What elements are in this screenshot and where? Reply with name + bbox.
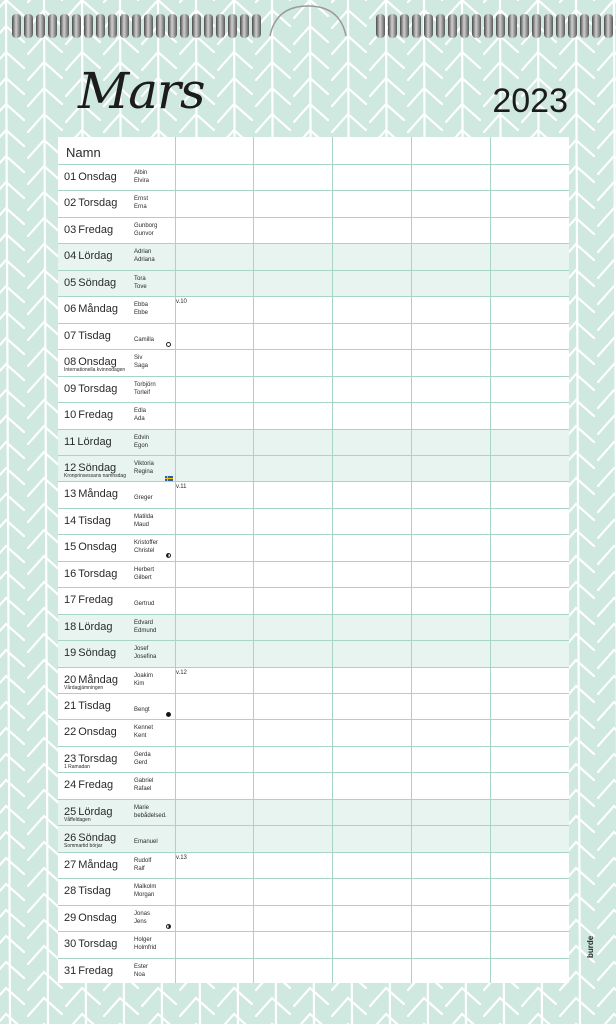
day-number: 09 xyxy=(64,382,77,395)
binding-ring xyxy=(132,14,141,38)
name-day-name: Tora xyxy=(134,275,146,282)
name-day-name: bebådelsed. xyxy=(134,812,167,819)
name-day-names xyxy=(134,434,149,450)
day-number: 10 xyxy=(64,409,77,422)
name-day-name: Holmfrid xyxy=(134,945,157,952)
name-day-name: Gunborg xyxy=(134,222,158,229)
name-day-name: Ralf xyxy=(134,865,145,872)
weekday-name: Tisdag xyxy=(78,514,111,527)
day-number: 14 xyxy=(64,514,77,527)
name-day-name: Ebbe xyxy=(134,310,149,317)
binding-ring xyxy=(156,14,165,38)
weekday-name: Onsdag xyxy=(78,171,117,183)
name-day-name: Herbert xyxy=(134,566,155,573)
weekday-name: Onsdag xyxy=(78,541,117,554)
weekday-name: Torsdag xyxy=(78,197,118,210)
name-day-name: Malkolm xyxy=(134,884,157,891)
name-day-name: Emanuel xyxy=(134,839,158,846)
weekday-name: Torsdag xyxy=(78,382,118,395)
name-day-name: Viktoria xyxy=(134,460,154,467)
name-day-name: Saga xyxy=(134,363,149,370)
name-day-name: Maud xyxy=(134,521,150,528)
binding-ring xyxy=(592,14,601,38)
binding-ring xyxy=(168,14,177,38)
name-day-name: Kim xyxy=(134,680,145,687)
name-day-name: Morgan xyxy=(134,892,155,899)
name-day-names xyxy=(134,275,147,291)
name-day-names xyxy=(134,169,149,185)
name-day-names xyxy=(134,407,146,423)
name-day-names xyxy=(134,963,148,979)
day-row xyxy=(58,190,569,216)
day-row xyxy=(58,349,569,375)
moon-phase-icon xyxy=(166,712,171,717)
day-label xyxy=(64,488,118,500)
name-day-names xyxy=(134,566,154,582)
day-row xyxy=(58,243,569,269)
weekday-name: Tisdag xyxy=(78,329,111,342)
name-day-name: Greger xyxy=(134,495,153,502)
name-day-name: Albin xyxy=(134,170,148,176)
name-day-name: Jonas xyxy=(134,910,151,917)
weekday-name: Lördag xyxy=(78,805,113,818)
day-label xyxy=(64,938,117,950)
binding-ring xyxy=(72,14,81,38)
holiday-note: Internationella kvinnodagen xyxy=(64,367,126,374)
binding-ring xyxy=(400,14,409,38)
day-row xyxy=(58,772,569,798)
day-row xyxy=(58,481,569,507)
name-day-name: Ester xyxy=(134,963,149,970)
day-label xyxy=(64,250,113,262)
day-label xyxy=(64,515,111,527)
day-number: 24 xyxy=(64,779,77,792)
binding-ring xyxy=(568,14,577,38)
day-row xyxy=(58,534,569,560)
day-label xyxy=(64,621,113,633)
binding-ring xyxy=(84,14,93,38)
day-number: 18 xyxy=(64,620,77,633)
binding-ring xyxy=(192,14,201,38)
weekday-name: Onsdag xyxy=(78,356,117,369)
name-day-name: Ebba xyxy=(134,302,149,309)
weekday-name: Måndag xyxy=(78,858,119,871)
weekday-name: Måndag xyxy=(78,303,119,316)
binding-ring xyxy=(108,14,117,38)
name-day-names xyxy=(134,619,156,635)
name-day-name: Camilla xyxy=(134,336,155,343)
day-row xyxy=(58,402,569,428)
name-day-names xyxy=(134,838,158,846)
day-row xyxy=(58,719,569,745)
name-day-name: Egon xyxy=(134,442,149,449)
name-day-name: Joakim xyxy=(134,672,154,679)
day-label xyxy=(64,303,118,315)
day-label xyxy=(64,277,116,289)
binding-ring xyxy=(448,14,457,38)
name-day-name: Ernst xyxy=(134,196,149,203)
name-day-name: Kent xyxy=(134,733,147,740)
name-day-name: Erna xyxy=(134,204,147,211)
day-number: 03 xyxy=(64,223,77,236)
weekday-name: Söndag xyxy=(78,647,117,660)
day-number: 11 xyxy=(64,435,76,448)
binding-ring xyxy=(508,14,517,38)
day-label xyxy=(64,197,117,209)
weekday-name: Torsdag xyxy=(78,752,118,765)
weekday-name: Tisdag xyxy=(78,700,111,712)
moon-phase-icon xyxy=(166,553,171,558)
binding-ring xyxy=(24,14,33,38)
day-label xyxy=(64,224,113,236)
column-divider xyxy=(411,137,412,983)
weekday-name: Fredag xyxy=(78,779,114,792)
name-day-name: Bengt xyxy=(134,707,150,713)
name-day-names xyxy=(134,600,154,608)
hanger-hook xyxy=(266,2,350,42)
weekday-name: Måndag xyxy=(78,673,119,686)
name-day-names xyxy=(134,936,156,952)
day-number: 21 xyxy=(64,700,77,712)
binding-ring xyxy=(240,14,249,38)
name-day-name: Edmund xyxy=(134,627,157,634)
day-row xyxy=(58,852,569,878)
day-number: 31 xyxy=(64,964,77,977)
binding-ring xyxy=(484,14,493,38)
binding-ring xyxy=(36,14,45,38)
name-day-name: Gertrud xyxy=(134,601,155,608)
name-day-name: Marie xyxy=(134,804,150,811)
week-number: v.13 xyxy=(176,854,187,861)
column-divider xyxy=(253,137,254,983)
day-number: 26 xyxy=(64,832,77,845)
day-number: 19 xyxy=(64,647,77,660)
day-row xyxy=(58,296,569,322)
binding-ring xyxy=(532,14,541,38)
name-day-name: Torbjörn xyxy=(134,381,156,388)
brand-logo-text: burde xyxy=(586,935,595,958)
day-number: 20 xyxy=(64,673,77,686)
week-number: v.10 xyxy=(176,299,187,306)
column-divider xyxy=(490,137,491,983)
weekday-name: Fredag xyxy=(78,409,114,422)
name-day-name: Noa xyxy=(134,971,146,978)
weekday-name: Onsdag xyxy=(78,726,117,739)
day-row xyxy=(58,508,569,534)
day-row xyxy=(58,323,569,349)
binding-ring xyxy=(96,14,105,38)
day-row xyxy=(58,561,569,587)
day-row xyxy=(58,958,569,984)
holiday-note: Vårdagjämningen xyxy=(64,684,104,691)
name-day-names xyxy=(134,354,148,370)
day-label xyxy=(64,912,117,924)
binding-ring xyxy=(604,14,613,38)
moon-phase-icon xyxy=(166,924,171,929)
day-row xyxy=(58,587,569,613)
week-number: v.12 xyxy=(176,669,187,676)
name-day-names xyxy=(134,645,156,661)
day-row xyxy=(58,164,569,190)
binding-ring xyxy=(496,14,505,38)
day-label xyxy=(64,885,111,897)
name-day-name: Tove xyxy=(134,283,147,290)
name-day-name: Siv xyxy=(134,355,143,362)
name-day-name: Adrian xyxy=(134,249,152,256)
name-day-name: Gerda xyxy=(134,751,151,758)
weekday-name: Fredag xyxy=(78,964,114,977)
name-day-names xyxy=(134,336,154,344)
binding-ring xyxy=(120,14,129,38)
day-number: 25 xyxy=(64,805,77,818)
name-day-names xyxy=(134,883,156,899)
binding-ring xyxy=(48,14,57,38)
binding-ring xyxy=(580,14,589,38)
name-day-names xyxy=(134,494,153,502)
day-number: 16 xyxy=(64,567,77,580)
day-row xyxy=(58,640,569,666)
weekday-name: Fredag xyxy=(78,594,114,607)
name-day-name: Gilbert xyxy=(134,574,152,581)
holiday-note: 1 Ramadan xyxy=(64,763,90,770)
name-day-name: Matilda xyxy=(134,513,154,520)
name-day-names xyxy=(134,539,158,555)
weekday-name: Söndag xyxy=(78,461,117,474)
binding-ring xyxy=(216,14,225,38)
day-label xyxy=(64,330,111,342)
holiday-note: Sommartid börjar xyxy=(64,843,103,850)
name-day-names xyxy=(134,513,153,529)
name-day-name: Jens xyxy=(134,918,147,925)
day-row xyxy=(58,614,569,640)
day-number: 23 xyxy=(64,752,77,765)
weekday-name: Fredag xyxy=(78,223,114,236)
name-day-name: Gerd xyxy=(134,759,148,766)
binding-ring xyxy=(544,14,553,38)
day-number: 13 xyxy=(64,488,77,501)
name-day-names xyxy=(134,195,148,211)
binding-ring xyxy=(556,14,565,38)
day-number: 08 xyxy=(64,356,77,369)
day-label xyxy=(64,859,118,871)
name-day-name: Edvin xyxy=(134,434,150,441)
day-number: 15 xyxy=(64,541,77,554)
day-label xyxy=(64,647,116,659)
day-row xyxy=(58,270,569,296)
day-label xyxy=(64,409,113,421)
binding-ring xyxy=(180,14,189,38)
weekday-name: Måndag xyxy=(78,488,119,501)
name-day-name: Edvard xyxy=(134,619,154,626)
binding-ring xyxy=(204,14,213,38)
binding-ring xyxy=(252,14,261,38)
day-row xyxy=(58,799,569,825)
day-row xyxy=(58,931,569,957)
day-number: 27 xyxy=(64,858,77,871)
month-title: Mars xyxy=(78,62,205,120)
weekday-name: Söndag xyxy=(78,276,117,289)
day-label xyxy=(64,700,111,712)
name-day-name: Ada xyxy=(134,416,145,423)
week-number: v.11 xyxy=(176,484,187,491)
column-divider xyxy=(175,137,176,983)
day-label xyxy=(64,383,117,395)
name-day-name: Rafael xyxy=(134,786,152,793)
name-day-names xyxy=(134,301,148,317)
calendar-grid xyxy=(58,137,569,983)
day-row xyxy=(58,429,569,455)
day-row xyxy=(58,746,569,772)
day-row xyxy=(58,217,569,243)
day-number: 30 xyxy=(64,938,77,951)
moon-phase-icon xyxy=(166,342,171,347)
name-day-names xyxy=(134,381,156,397)
day-number: 06 xyxy=(64,303,77,316)
name-day-names xyxy=(134,724,153,740)
swedish-flag-icon xyxy=(165,476,173,481)
day-label xyxy=(64,726,117,738)
day-label xyxy=(64,594,113,606)
day-row xyxy=(58,376,569,402)
column-divider xyxy=(332,137,333,983)
day-number: 04 xyxy=(64,250,77,263)
binding-ring xyxy=(144,14,153,38)
name-day-name: Torleif xyxy=(134,389,151,396)
name-day-names xyxy=(134,248,155,264)
weekday-name: Lördag xyxy=(78,620,113,633)
name-day-name: Kennet xyxy=(134,725,154,732)
day-row xyxy=(58,693,569,719)
name-day-name: Josef xyxy=(134,646,149,653)
header-row xyxy=(58,137,569,164)
binding-ring xyxy=(520,14,529,38)
day-row xyxy=(58,667,569,693)
name-day-name: Adriana xyxy=(134,257,155,264)
weekday-name: Torsdag xyxy=(78,567,118,580)
name-day-name: Kristoffer xyxy=(134,540,158,547)
names-header-label: Namn xyxy=(66,145,101,160)
binding-ring xyxy=(60,14,69,38)
holiday-note: Våffeldagen xyxy=(64,816,91,823)
name-day-name: Gabriel xyxy=(134,778,154,785)
weekday-name: Onsdag xyxy=(78,911,117,924)
day-number: 12 xyxy=(64,461,77,474)
day-number: 01 xyxy=(64,171,77,183)
day-label xyxy=(64,568,117,580)
name-day-names xyxy=(134,460,154,476)
name-day-names xyxy=(134,751,151,767)
day-number: 22 xyxy=(64,726,77,739)
day-row xyxy=(58,825,569,851)
name-day-name: Christel xyxy=(134,548,155,555)
name-day-name: Edla xyxy=(134,408,147,415)
day-number: 29 xyxy=(64,911,77,924)
binding-ring xyxy=(228,14,237,38)
weekday-name: Tisdag xyxy=(78,885,111,898)
name-day-names xyxy=(134,222,157,238)
binding-ring xyxy=(460,14,469,38)
name-day-name: Regina xyxy=(134,468,154,475)
name-day-names xyxy=(134,910,150,926)
binding-ring xyxy=(376,14,385,38)
day-row xyxy=(58,905,569,931)
binding-ring xyxy=(412,14,421,38)
day-number: 07 xyxy=(64,329,77,342)
weekday-name: Söndag xyxy=(78,832,117,845)
name-day-name: Holger xyxy=(134,937,152,944)
binding-ring xyxy=(436,14,445,38)
weekday-name: Lördag xyxy=(78,250,113,263)
name-day-names xyxy=(134,804,167,820)
binding-ring xyxy=(12,14,21,38)
binding-ring xyxy=(472,14,481,38)
name-day-names xyxy=(134,706,150,714)
day-number: 05 xyxy=(64,276,77,289)
name-day-names xyxy=(134,857,151,873)
name-day-name: Josefina xyxy=(134,654,157,661)
day-row xyxy=(58,878,569,904)
day-label xyxy=(64,541,117,553)
holiday-note: Kronprinsessans namnsdag xyxy=(64,472,126,479)
weekday-name: Torsdag xyxy=(78,938,118,951)
day-label xyxy=(64,171,117,183)
day-number: 17 xyxy=(64,594,77,607)
name-day-names xyxy=(134,777,153,793)
binding-ring xyxy=(388,14,397,38)
name-day-name: Rudolf xyxy=(134,857,152,864)
weekday-name: Lördag xyxy=(77,435,112,448)
day-number: 28 xyxy=(64,885,77,898)
day-label xyxy=(64,436,112,448)
day-row xyxy=(58,455,569,481)
year-title: 2023 xyxy=(492,82,568,120)
day-label xyxy=(64,779,113,791)
day-number: 02 xyxy=(64,197,77,210)
name-day-name: Gunvor xyxy=(134,230,154,237)
name-day-names xyxy=(134,672,153,688)
binding-ring xyxy=(424,14,433,38)
day-label xyxy=(64,965,113,977)
name-day-name: Elvira xyxy=(134,178,150,184)
